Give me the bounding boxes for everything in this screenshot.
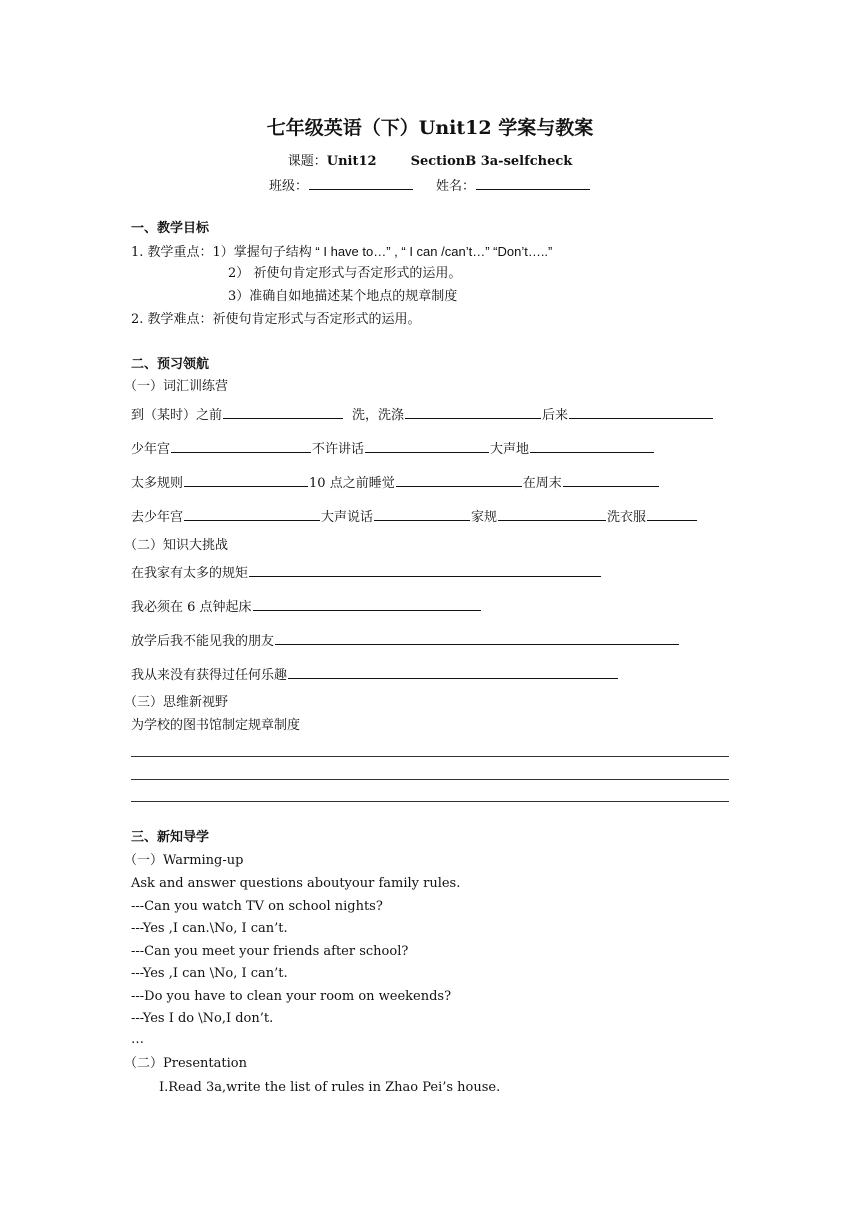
challenge-item [131, 665, 619, 685]
subject-section: SectionB 3a-selfcheck [410, 154, 573, 169]
section1-item1-sub3: 3）准确自如地描述某个地点的规章制度 [228, 289, 458, 304]
warmup-line: ---Yes I do \No,I don’t. [131, 1011, 274, 1026]
warmup-line: ---Can you watch TV on school nights? [131, 899, 383, 914]
vocab-prompt: 少年宫 [131, 442, 171, 457]
challenge-item [131, 597, 482, 617]
vocab-row [131, 473, 660, 493]
warmup-line: Ask and answer questions aboutyour family rules. [131, 876, 461, 891]
answer-blank[interactable] [530, 439, 654, 453]
vocab-prompt: 大声地 [490, 442, 530, 457]
answer-blank[interactable] [275, 631, 679, 645]
vocab-prompt: 在周末 [522, 476, 562, 491]
section3-sub1: （一）Warming-up [124, 853, 244, 868]
writing-line[interactable] [131, 756, 729, 757]
answer-blank[interactable] [563, 473, 659, 487]
answer-blank[interactable] [288, 665, 618, 679]
challenge-prompt: 我必须在 6 点钟起床 [131, 600, 252, 615]
section3-heading: 三、新知导学 [131, 830, 210, 845]
answer-blank[interactable] [396, 473, 522, 487]
page-title: 七年级英语（下）Unit12 学案与教案 [266, 117, 594, 139]
section2-sub1: （一）词汇训练营 [124, 379, 229, 394]
vocab-prompt: 太多规则 [131, 476, 184, 491]
vocab-prompt: 洗衣服 [607, 510, 647, 525]
vocab-prompt: 不许讲话 [312, 442, 365, 457]
vocab-prompt: 后来 [542, 408, 569, 423]
section1-item1-sub2: 2） 祈使句肯定形式与否定形式的运用。 [228, 266, 462, 281]
presentation-task: I.Read 3a,write the list of rules in Zhao Pei’s house. [159, 1080, 501, 1095]
warmup-line: ---Do you have to clean your room on weekends? [131, 989, 452, 1004]
vocab-row [131, 439, 655, 459]
subject-line [0, 154, 860, 170]
writing-line[interactable] [131, 801, 729, 802]
class-blank[interactable] [309, 176, 413, 190]
answer-blank[interactable] [374, 507, 470, 521]
vocab-row [131, 507, 698, 527]
item1-english: “ I have to…” , “ I can /can’t…” “Don’t…..” [311, 244, 553, 259]
challenge-item [131, 631, 680, 651]
section1-item2: 2. 教学难点：祈使句肯定形式与否定形式的运用。 [131, 312, 421, 327]
name-label: 姓名： [436, 179, 476, 194]
class-name-line [0, 176, 860, 195]
answer-blank[interactable] [184, 507, 320, 521]
section2-task: 为学校的图书馆制定规章制度 [131, 718, 301, 733]
class-label: 班级： [268, 179, 308, 194]
answer-blank[interactable] [569, 405, 713, 419]
subject-unit: Unit12 [326, 154, 377, 169]
vocab-row [131, 405, 714, 425]
answer-blank[interactable] [253, 597, 481, 611]
answer-blank[interactable] [647, 507, 697, 521]
warmup-line: … [131, 1032, 144, 1047]
section1-heading: 一、教学目标 [131, 221, 210, 236]
answer-blank[interactable] [498, 507, 606, 521]
vocab-prompt: 去少年宫 [131, 510, 184, 525]
warmup-line: ---Can you meet your friends after school? [131, 944, 409, 959]
section2-sub2: （二）知识大挑战 [124, 538, 229, 553]
section2-heading: 二、预习领航 [131, 357, 210, 372]
answer-blank[interactable] [365, 439, 489, 453]
vocab-prompt: 大声说话 [321, 510, 374, 525]
section2-sub3: （三）思维新视野 [124, 695, 229, 710]
vocab-prompt: 家规 [471, 510, 498, 525]
challenge-prompt: 我从来没有获得过任何乐趣 [131, 668, 288, 683]
answer-blank[interactable] [184, 473, 308, 487]
answer-blank[interactable] [249, 563, 601, 577]
vocab-prompt: 洗，洗涤 [352, 408, 405, 423]
challenge-prompt: 在我家有太多的规矩 [131, 566, 249, 581]
section3-sub2: （二）Presentation [124, 1056, 247, 1071]
vocab-prompt: 到（某时）之前 [131, 408, 223, 423]
warmup-line: ---Yes ,I can \No, I can’t. [131, 966, 288, 981]
answer-blank[interactable] [405, 405, 541, 419]
challenge-item [131, 563, 602, 583]
vocab-prompt: 10 点之前睡觉 [309, 476, 395, 491]
subject-label: 课题： [287, 154, 327, 169]
answer-blank[interactable] [171, 439, 311, 453]
name-blank[interactable] [476, 176, 590, 190]
section1-item1 [131, 243, 552, 262]
challenge-prompt: 放学后我不能见我的朋友 [131, 634, 275, 649]
warmup-line: ---Yes ,I can.\No, I can’t. [131, 921, 288, 936]
item1-prefix: 1. 教学重点：1）掌握句子结构 [131, 245, 312, 260]
answer-blank[interactable] [223, 405, 343, 419]
writing-line[interactable] [131, 779, 729, 780]
